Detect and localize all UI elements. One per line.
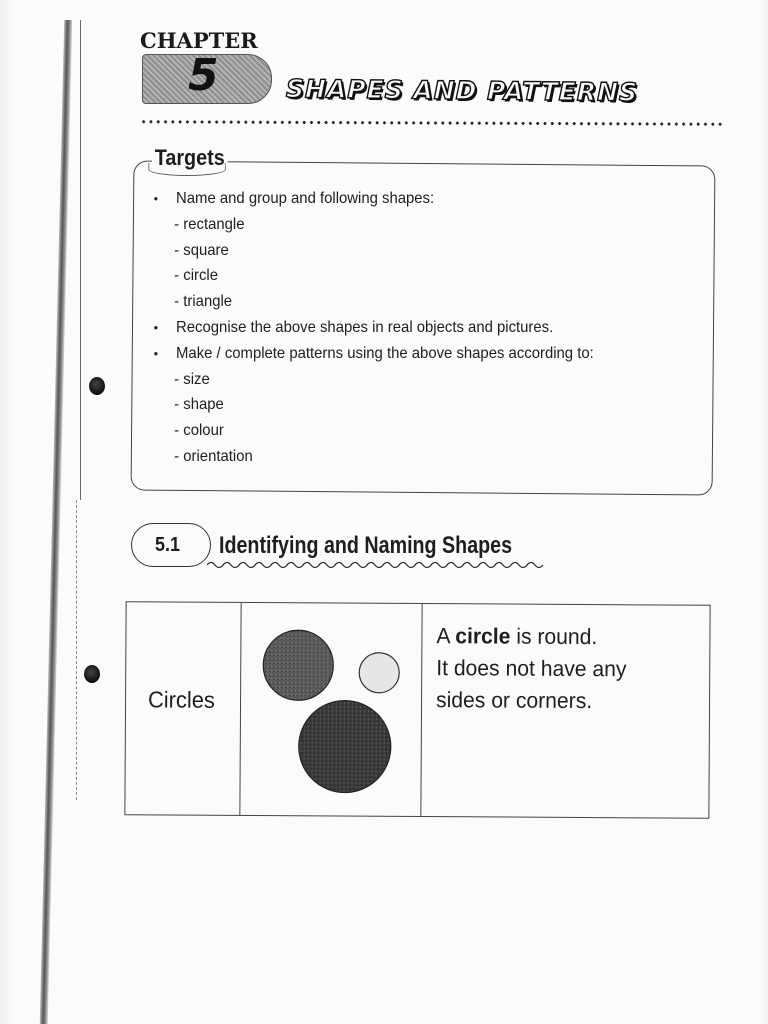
target-subitem: [150, 238, 594, 264]
margin-line: [80, 20, 81, 500]
bullet-icon: •: [153, 319, 158, 335]
chapter-number: 5: [188, 50, 219, 101]
target-subitem: [150, 212, 594, 238]
target-text: - circle: [174, 267, 218, 285]
target-item: [150, 186, 594, 212]
target-item: [150, 315, 594, 341]
table-column-divider: [420, 604, 423, 816]
target-text: - shape: [174, 396, 224, 414]
target-subitem: [150, 289, 594, 315]
target-text: - square: [174, 241, 229, 259]
margin-line-dashed: [76, 500, 78, 800]
punch-hole-bottom: [84, 665, 100, 683]
target-text: Recognise the above shapes in real objects and pictures.: [176, 318, 554, 336]
target-text: - rectangle: [174, 215, 245, 233]
circles-illustration: [241, 605, 420, 812]
target-text: - colour: [174, 422, 224, 440]
description-line-2: It does not have any: [436, 655, 627, 682]
target-item: [150, 341, 594, 367]
description-keyword: circle: [455, 623, 511, 649]
target-text: - triangle: [174, 293, 233, 311]
shape-description-cell: [436, 620, 635, 717]
punch-hole-top: [89, 377, 105, 395]
targets-list: [150, 186, 627, 470]
target-subitem: [150, 418, 594, 444]
large-circle-shape: [298, 700, 391, 793]
small-circle-shape: [359, 653, 399, 693]
chapter-title: SHAPES AND PATTERNS: [285, 74, 639, 107]
section-title-underline: [207, 558, 547, 572]
targets-heading: Targets: [152, 145, 227, 171]
target-text: - size: [174, 370, 210, 388]
target-subitem: [150, 263, 594, 289]
chapter-word: CHAPTER: [140, 28, 258, 53]
target-text: Name and group and following shapes:: [176, 190, 435, 207]
section-number: 5.1: [155, 534, 181, 556]
description-line-1: [436, 620, 626, 653]
bullet-icon: •: [153, 345, 158, 361]
target-text: - orientation: [174, 447, 253, 465]
description-prefix: A: [436, 623, 456, 649]
shape-name-cell: Circles: [147, 686, 215, 713]
bullet-icon: •: [153, 191, 158, 206]
target-subitem: [150, 367, 594, 393]
target-text: Make / complete patterns using the above shapes according to:: [176, 344, 594, 362]
medium-circle-shape: [263, 630, 333, 700]
section-title: Identifying and Naming Shapes: [219, 532, 513, 559]
shape-table: [124, 601, 710, 819]
chapter-header: [140, 28, 258, 101]
description-line-3: sides or corners.: [435, 687, 593, 714]
target-subitem: [150, 444, 594, 470]
description-suffix: is round.: [510, 623, 598, 650]
target-subitem: [150, 392, 594, 418]
